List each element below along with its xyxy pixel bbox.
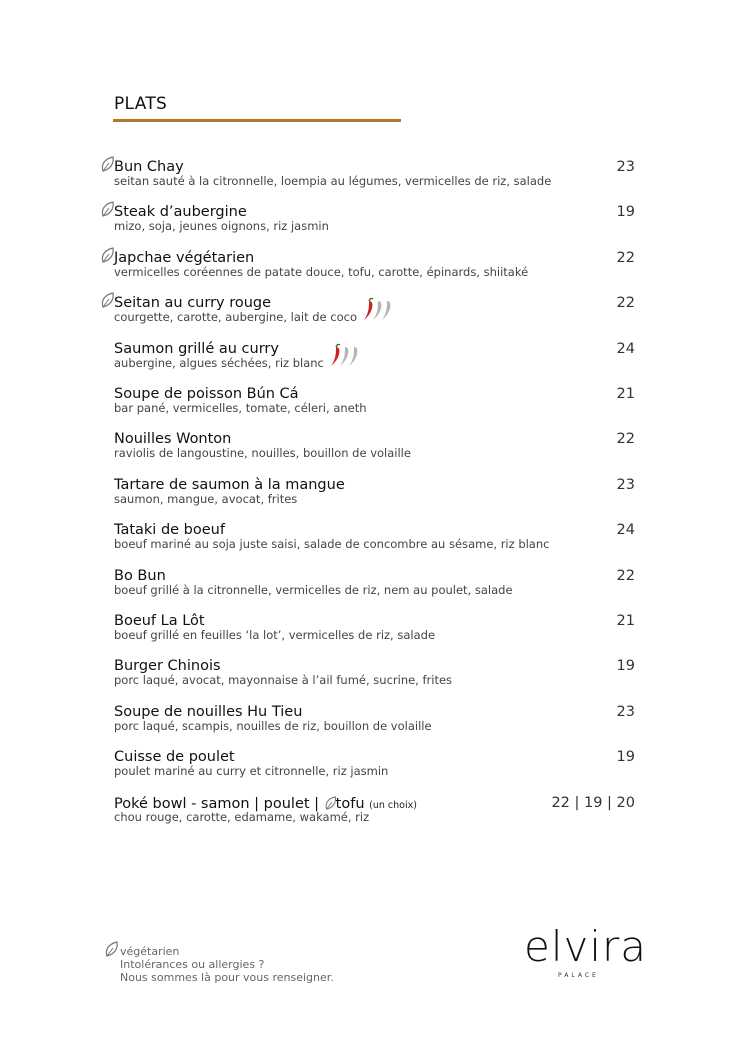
logo-subtitle: PALACE	[558, 972, 599, 979]
menu-item-name: Cuisse de poulet	[114, 749, 235, 765]
menu-item-description: boeuf mariné au soja juste saisi, salade de concombre au sésame, riz blanc	[114, 537, 550, 551]
menu-item-name: Nouilles Wonton	[114, 431, 232, 447]
menu-item	[0, 341, 750, 383]
menu-item	[0, 204, 750, 246]
menu-item-name: Bo Bun	[114, 568, 166, 584]
menu-item	[0, 386, 750, 428]
vegetarian-leaf-icon	[104, 940, 120, 958]
menu-item	[0, 613, 750, 655]
menu-item-price: 21	[616, 613, 635, 629]
menu-item-name: Saumon grillé au curry	[114, 341, 279, 357]
menu-item	[0, 295, 750, 337]
menu-item-description: boeuf grillé à la citronnelle, vermicelles de riz, nem au poulet, salade	[114, 583, 513, 597]
menu-item-description: bar pané, vermicelles, tomate, céleri, aneth	[114, 401, 367, 415]
menu-item-name: Seitan au curry rouge	[114, 295, 272, 311]
menu-item-description: mizo, soja, jeunes oignons, riz jasmin	[114, 219, 329, 233]
menu-item-name: Tartare de saumon à la mangue	[114, 477, 345, 493]
menu-item-name: Burger Chinois	[114, 658, 221, 674]
menu-item-price: 22	[616, 295, 635, 311]
menu-item-description: saumon, mangue, avocat, frites	[114, 492, 298, 506]
menu-item-name: Steak d’aubergine	[114, 204, 247, 220]
menu-item-price: 23	[616, 477, 635, 493]
menu-item-description: chou rouge, carotte, edamame, wakamé, riz	[114, 810, 370, 824]
menu-item	[0, 658, 750, 700]
menu-item-price: 22	[616, 250, 635, 266]
menu-item-description: seitan sauté à la citronnelle, loempia au légumes, vermicelles de riz, salade	[114, 174, 552, 188]
menu-item-name: Boeuf La Lôt	[114, 613, 205, 629]
menu-item	[0, 159, 750, 201]
legend-vegetarian-label: végétarien	[120, 945, 180, 958]
menu-item	[0, 522, 750, 564]
menu-item-name: Japchae végétarien	[114, 250, 255, 266]
menu-item-price: 22 | 19 | 20	[551, 795, 635, 811]
legend-allergy-info: Nous sommes là pour vous renseigner.	[120, 971, 334, 984]
menu-item-description: vermicelles coréennes de patate douce, tofu, carotte, épinards, shiitaké	[114, 265, 529, 279]
page-title: PLATS	[114, 94, 168, 114]
menu-item-price: 19	[616, 658, 635, 674]
menu-item-description: raviolis de langoustine, nouilles, bouillon de volaille	[114, 446, 411, 460]
title-underline	[113, 119, 401, 122]
menu-item-description: porc laqué, scampis, nouilles de riz, bouillon de volaille	[114, 719, 432, 733]
menu-item	[0, 568, 750, 610]
menu-item-price: 19	[616, 204, 635, 220]
menu-item-name: Soupe de nouilles Hu Tieu	[114, 704, 303, 720]
legend-allergy-question: Intolérances ou allergies ?	[120, 958, 265, 971]
menu-item-name: Soupe de poisson Bún Cá	[114, 386, 299, 402]
menu-item	[0, 431, 750, 473]
menu-item-name: Poké bowl - samon | poulet | tofu (un choix)	[114, 796, 417, 812]
menu-item-price: 24	[616, 341, 635, 357]
menu-item-price: 23	[616, 704, 635, 720]
menu-item-description: poulet mariné au curry et citronnelle, riz jasmin	[114, 764, 389, 778]
menu-item	[0, 250, 750, 292]
menu-item-price: 24	[616, 522, 635, 538]
menu-item-price: 22	[616, 568, 635, 584]
menu-item-price: 22	[616, 431, 635, 447]
menu-item-name: Tataki de boeuf	[114, 522, 225, 538]
menu-item-price: 23	[616, 159, 635, 175]
menu-item-poke-bowl	[0, 795, 750, 837]
elvira-palace-logo	[524, 922, 648, 984]
spicy-chili-icon	[328, 343, 362, 369]
choice-note: (un choix)	[369, 800, 417, 811]
menu-item	[0, 477, 750, 519]
menu-item-price: 19	[616, 749, 635, 765]
menu-item-description: courgette, carotte, aubergine, lait de coco	[114, 310, 357, 324]
menu-item	[0, 749, 750, 791]
menu-item	[0, 704, 750, 746]
menu-item-description: porc laqué, avocat, mayonnaise à l’ail fumé, sucrine, frites	[114, 673, 453, 687]
menu-item-name: Bun Chay	[114, 159, 184, 175]
spicy-chili-icon	[361, 297, 395, 323]
menu-item-description: aubergine, algues séchées, riz blanc	[114, 356, 324, 370]
logo-wordmark: elvira	[524, 922, 648, 971]
menu-item-description: boeuf grillé en feuilles ‘la lot’, vermicelles de riz, salade	[114, 628, 436, 642]
menu-item-price: 21	[616, 386, 635, 402]
